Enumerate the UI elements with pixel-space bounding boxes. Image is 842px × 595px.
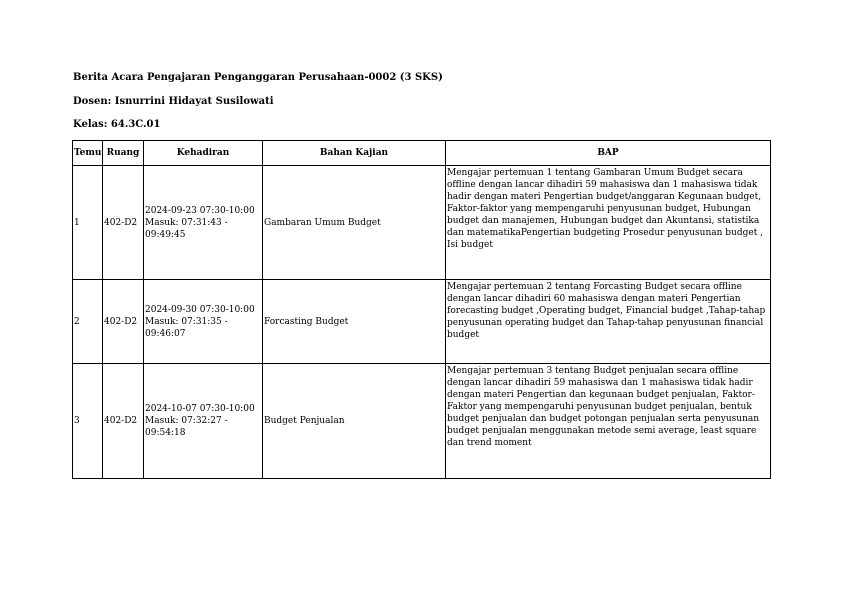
cell-bap: Mengajar pertemuan 1 tentang Gambaran Umum Budget secara offline dengan lancar dihadiri 59 mahasiswa dan 1 mahasiswa tidak hadir dengan materi Pengertian budget/anggaran Kegunaan budget, Faktor-faktor yang mempengaruhi penyusunan budget, Hubungan budget dan manajemen, Hubungan budget dan Akuntansi, statistika dan matematikaPengertian budgeting Prosedur penyusunan budget , Isi budget	[446, 166, 771, 280]
cell-bap: Mengajar pertemuan 3 tentang Budget penjualan secara offline dengan lancar dihadiri 59 mahasiswa dan 1 mahasiswa tidak hadir dengan materi Pengertian dan kegunaan budget penjualan, Faktor-Faktor yang mempengaruhi penyusunan budget penjualan, bentuk budget penjualan dan budget potongan penjualan serta penyusunan budget penjualan menggunakan metode semi average, least square dan trend moment	[446, 364, 771, 479]
cell-ruang: 402-D2	[103, 166, 144, 280]
attendance-schedule: 2024-09-23 07:30-10:00	[145, 205, 255, 216]
document-title: Berita Acara Pengajaran Penganggaran Perusahaan-0002 (3 SKS)	[73, 72, 443, 83]
column-header-temu: Temu	[73, 141, 103, 166]
column-header-bap: BAP	[446, 141, 771, 166]
attendance-schedule: 2024-10-07 07:30-10:00	[145, 404, 255, 414]
cell-bahan-kajian: Forcasting Budget	[263, 280, 446, 364]
lecturer-line: Dosen: Isnurrini Hidayat Susilowati	[73, 96, 274, 107]
class-line: Kelas: 64.3C.01	[73, 119, 161, 130]
cell-temu: 1	[73, 166, 103, 280]
teaching-record-table	[72, 140, 771, 479]
column-header-ruang: Ruang	[103, 141, 144, 166]
cell-bahan-kajian: Budget Penjualan	[263, 364, 446, 479]
cell-bahan-kajian: Gambaran Umum Budget	[263, 166, 446, 280]
column-header-kehadiran: Kehadiran	[144, 141, 263, 166]
table-row	[73, 364, 771, 479]
cell-temu: 2	[73, 280, 103, 364]
cell-kehadiran	[144, 280, 263, 364]
attendance-checkin: Masuk: 07:31:35 - 09:46:07	[145, 316, 228, 339]
column-header-bahan-kajian: Bahan Kajian	[263, 141, 446, 166]
cell-ruang: 402-D2	[103, 280, 144, 364]
attendance-checkin: Masuk: 07:31:43 - 09:49:45	[145, 217, 228, 240]
cell-ruang: 402-D2	[103, 364, 144, 479]
table-row	[73, 280, 771, 364]
attendance-checkin: Masuk: 07:32:27 - 09:54:18	[145, 416, 228, 438]
cell-kehadiran	[144, 364, 263, 479]
cell-temu: 3	[73, 364, 103, 479]
cell-kehadiran	[144, 166, 263, 280]
attendance-schedule: 2024-09-30 07:30-10:00	[145, 304, 255, 315]
table-row	[73, 166, 771, 280]
cell-bap: Mengajar pertemuan 2 tentang Forcasting Budget secara offline dengan lancar dihadiri 60 mahasiswa dengan materi Pengertian forecasting budget ,Operating budget, Financial budget ,Tahap-tahap penyusunan operating budget dan Tahap-tahap penyusunan financial budget	[446, 280, 771, 364]
table-header-row	[73, 141, 771, 166]
